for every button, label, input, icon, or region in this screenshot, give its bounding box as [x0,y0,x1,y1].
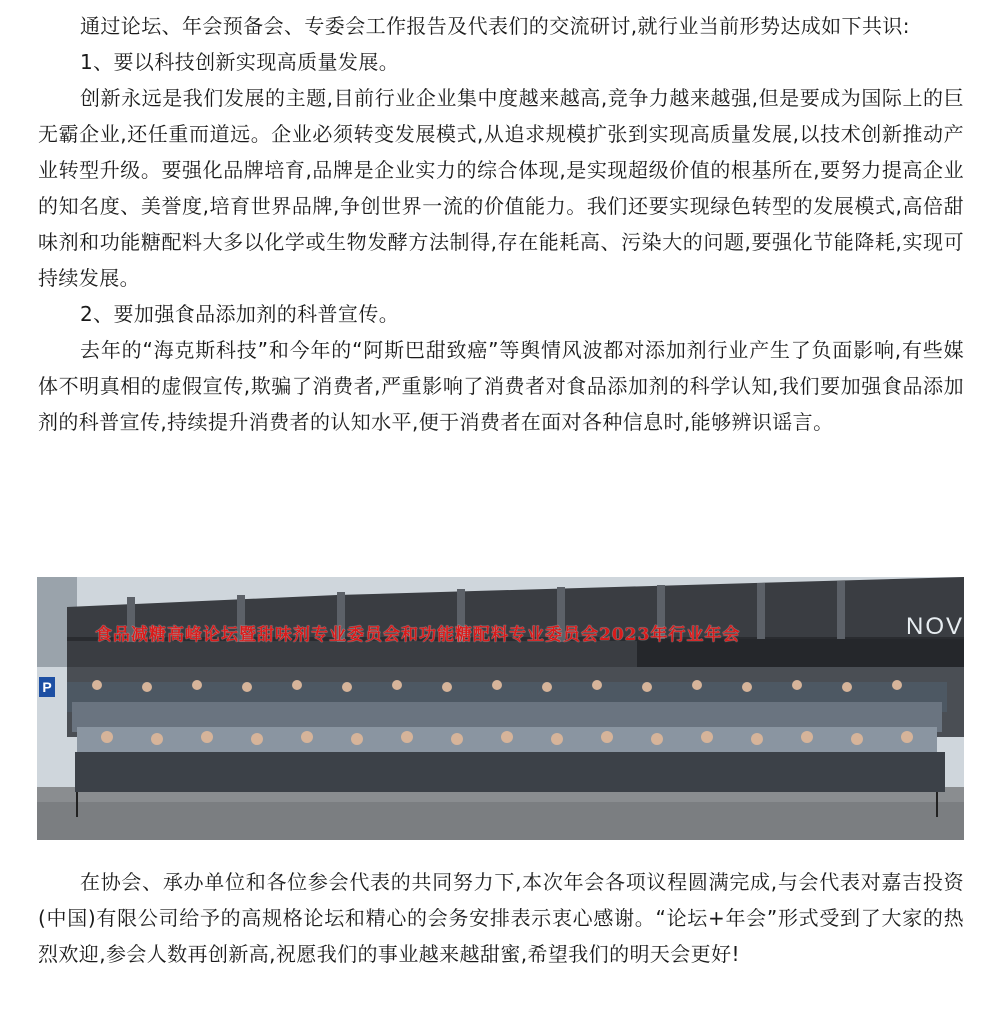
parking-sign-icon: P [39,677,55,697]
building-sign: NOV [905,613,964,640]
group-photo [37,577,964,840]
photo-caption: 食品减糖高峰论坛暨甜味剂专业委员会和功能糖配料专业委员会2023年行业年会 [95,625,741,645]
consensus-heading-2: 2、要加强食品添加剂的科普宣传。 [80,302,400,326]
consensus-body-2: 去年的“海克斯科技”和今年的“阿斯巴甜致癌”等舆情风波都对添加剂行业产生了负面影响,有些媒体不明真相的虚假宣传,欺骗了消费者,严重影响了消费者对食品添加剂的科学认知,我们要加强食品添加剂的科普宣传,持续提升消费者的认知水平,便于消费者在面对各种信息时,能够辨识谣言。 [38,338,964,434]
closing-paragraph: 在协会、承办单位和各位参会代表的共同努力下,本次年会各项议程圆满完成,与会代表对嘉吉投资(中国)有限公司给予的高规格论坛和精心的会务安排表示衷心感谢。“论坛+年会”形式受到了大家的热烈欢迎,参会人数再创新高,祝愿我们的事业越来越甜蜜,希望我们的明天会更好! [38,870,964,966]
group-photo-scene [37,577,964,840]
article-bottom [38,864,964,972]
consensus-heading-1: 1、要以科技创新实现高质量发展。 [80,50,400,74]
consensus-body-1: 创新永远是我们发展的主题,目前行业企业集中度越来越高,竞争力越来越强,但是要成为国际上的巨无霸企业,还任重而道远。企业必须转变发展模式,从追求规模扩张到实现高质量发展,以技术创新推动产业转型升级。要强化品牌培育,品牌是企业实力的综合体现,是实现超级价值的根基所在,要努力提高企业的知名度、美誉度,培育世界品牌,争创世界一流的价值能力。我们还要实现绿色转型的发展模式,高倍甜味剂和功能糖配料大多以化学或生物发酵方法制得,存在能耗高、污染大的问题,要强化节能降耗,实现可持续发展。 [38,86,964,290]
intro-paragraph: 通过论坛、年会预备会、专委会工作报告及代表们的交流研讨,就行业当前形势达成如下共识: [80,14,910,38]
article-top [38,8,964,440]
